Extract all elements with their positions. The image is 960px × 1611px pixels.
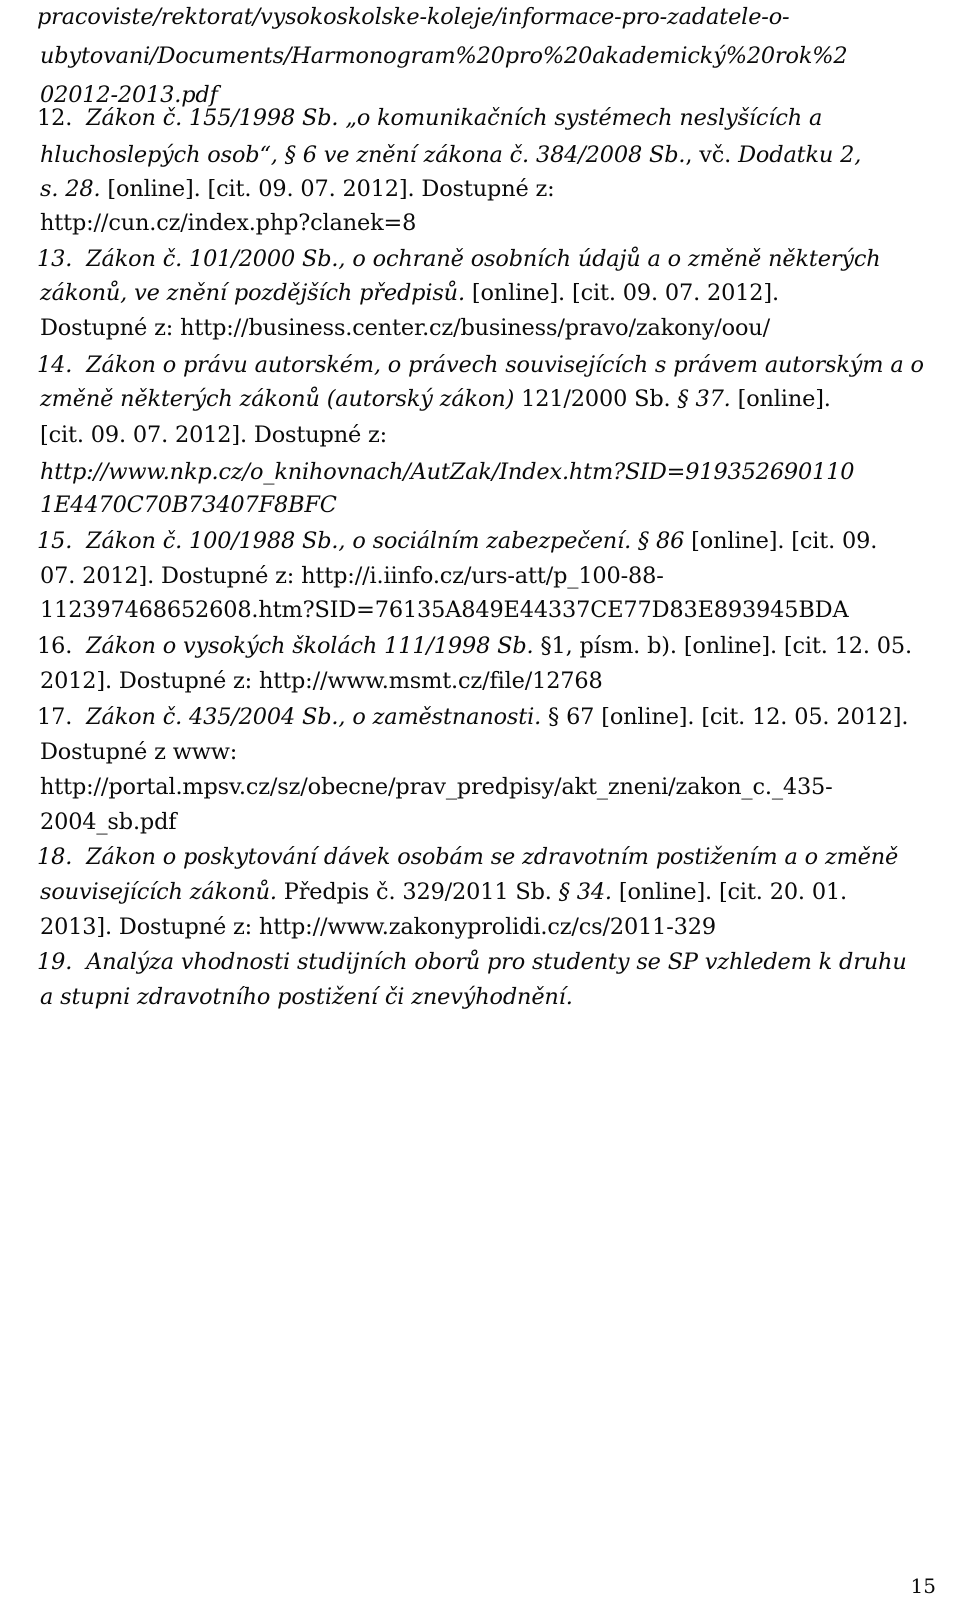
reference-17-url: http://portal.mpsv.cz/sz/obecne/prav_predpisy/akt_zneni/zakon_c._435- <box>40 774 833 800</box>
reference-13-line-1 <box>37 242 881 276</box>
reference-text: 121/2000 Sb. <box>514 386 671 412</box>
reference-13-line-2 <box>40 276 779 310</box>
reference-17-line-1 <box>37 700 908 734</box>
reference-11-line-1: pracoviste/rektorat/vysokoskolske-koleje/informace-pro-zadatele-o- <box>37 4 790 30</box>
reference-18-line-1 <box>37 840 898 874</box>
reference-15-line-1 <box>37 524 877 558</box>
reference-14-url-continued: 1E4470C70B73407F8BFC <box>40 492 337 518</box>
reference-text: [online]. [cit. 09. 07. 2012]. <box>464 280 779 306</box>
reference-14-line-1 <box>37 348 924 382</box>
reference-text: § 67 [online]. [cit. 12. 05. 2012]. <box>541 704 909 730</box>
reference-text: [online]. [cit. 20. 01. <box>611 879 848 905</box>
reference-title: Dodatku 2, <box>731 142 862 168</box>
reference-number: 16. <box>37 633 73 659</box>
reference-text: Předpis č. 329/2011 Sb. <box>276 879 552 905</box>
reference-11-line-2: ubytovani/Documents/Harmonogram%20pro%20akademický%20rok%2 <box>40 43 848 69</box>
reference-title: Zákon č. 155/1998 Sb. „o komunikačních systémech neslyšících a <box>86 105 823 131</box>
reference-text: [online]. [cit. 09. 07. 2012]. Dostupné z: <box>100 176 555 202</box>
reference-title: Zákon č. 101/2000 Sb. <box>86 246 339 272</box>
reference-text: §1, písm. b). [online]. [cit. 12. 05. <box>533 633 912 659</box>
reference-14-line-2 <box>40 382 831 416</box>
reference-15-url: 112397468652608.htm?SID=76135A849E44337CE77D83E893945BDA <box>40 597 849 623</box>
reference-text: [online]. <box>730 386 831 412</box>
reference-text: , vč. <box>685 142 732 168</box>
reference-18-url: 2013]. Dostupné z: http://www.zakonyprolidi.cz/cs/2011-329 <box>40 914 716 940</box>
reference-number: 13. <box>37 246 73 272</box>
reference-number: 17. <box>37 704 73 730</box>
reference-number: 18. <box>37 844 73 870</box>
reference-19-line-1 <box>37 945 907 979</box>
reference-14-url: http://www.nkp.cz/o_knihovnach/AutZak/Index.htm?SID=919352690110 <box>40 459 855 485</box>
reference-number: 19. <box>37 949 73 975</box>
reference-13-url: Dostupné z: http://business.center.cz/business/pravo/zakony/oou/ <box>40 315 770 341</box>
reference-title: zákonů, ve znění pozdějších předpisů. <box>40 280 465 306</box>
reference-12-line-2 <box>40 138 861 172</box>
reference-title: Zákon č. 100/1988 Sb., o sociálním zabezpečení. § 86 <box>86 528 685 554</box>
reference-title: s. 28. <box>40 176 101 202</box>
reference-number: 15. <box>37 528 73 554</box>
reference-number: 12. <box>37 105 73 131</box>
reference-title: souvisejících zákonů. <box>40 879 277 905</box>
reference-12-line-1 <box>37 101 822 135</box>
reference-14-line-3: [cit. 09. 07. 2012]. Dostupné z: <box>40 422 388 448</box>
reference-text: [online]. [cit. 09. <box>684 528 878 554</box>
reference-title: změně některých zákonů (autorský zákon) <box>40 386 515 412</box>
reference-18-line-2 <box>40 875 847 909</box>
reference-title: Zákon o poskytování dávek osobám se zdravotním postižením a o změně <box>86 844 899 870</box>
reference-19-line-2: a stupni zdravotního postižení či znevýhodnění. <box>40 984 573 1010</box>
reference-title: hluchoslepých osob“, § 6 ve znění zákona č. 384/2008 Sb. <box>40 142 686 168</box>
reference-15-line-2: 07. 2012]. Dostupné z: http://i.iinfo.cz/urs-att/p_100-88- <box>40 563 664 589</box>
reference-title: Zákon o právu autorském, o právech souvisejících s právem autorským a o <box>86 352 924 378</box>
reference-12-line-3 <box>40 172 555 206</box>
reference-16-url: 2012]. Dostupné z: http://www.msmt.cz/file/12768 <box>40 668 603 694</box>
reference-title: § 37. <box>670 386 731 412</box>
page-number: 15 <box>910 1574 936 1598</box>
reference-11-line-3: 02012-2013.pdf <box>40 82 218 108</box>
reference-title: , o ochraně osobních údajů a o změně některých <box>338 246 881 272</box>
reference-title: § 34. <box>551 879 612 905</box>
reference-number: 14. <box>37 352 73 378</box>
reference-17-url-continued: 2004_sb.pdf <box>40 809 177 835</box>
reference-title: Analýza vhodnosti studijních oborů pro studenty se SP vzhledem k druhu <box>86 949 907 975</box>
reference-title: Zákon č. 435/2004 Sb., o zaměstnanosti. <box>86 704 542 730</box>
reference-12-url: http://cun.cz/index.php?clanek=8 <box>40 210 417 236</box>
reference-17-line-2: Dostupné z www: <box>40 739 238 765</box>
reference-title: Zákon o vysokých školách 111/1998 Sb. <box>86 633 534 659</box>
reference-16-line-1 <box>37 629 912 663</box>
